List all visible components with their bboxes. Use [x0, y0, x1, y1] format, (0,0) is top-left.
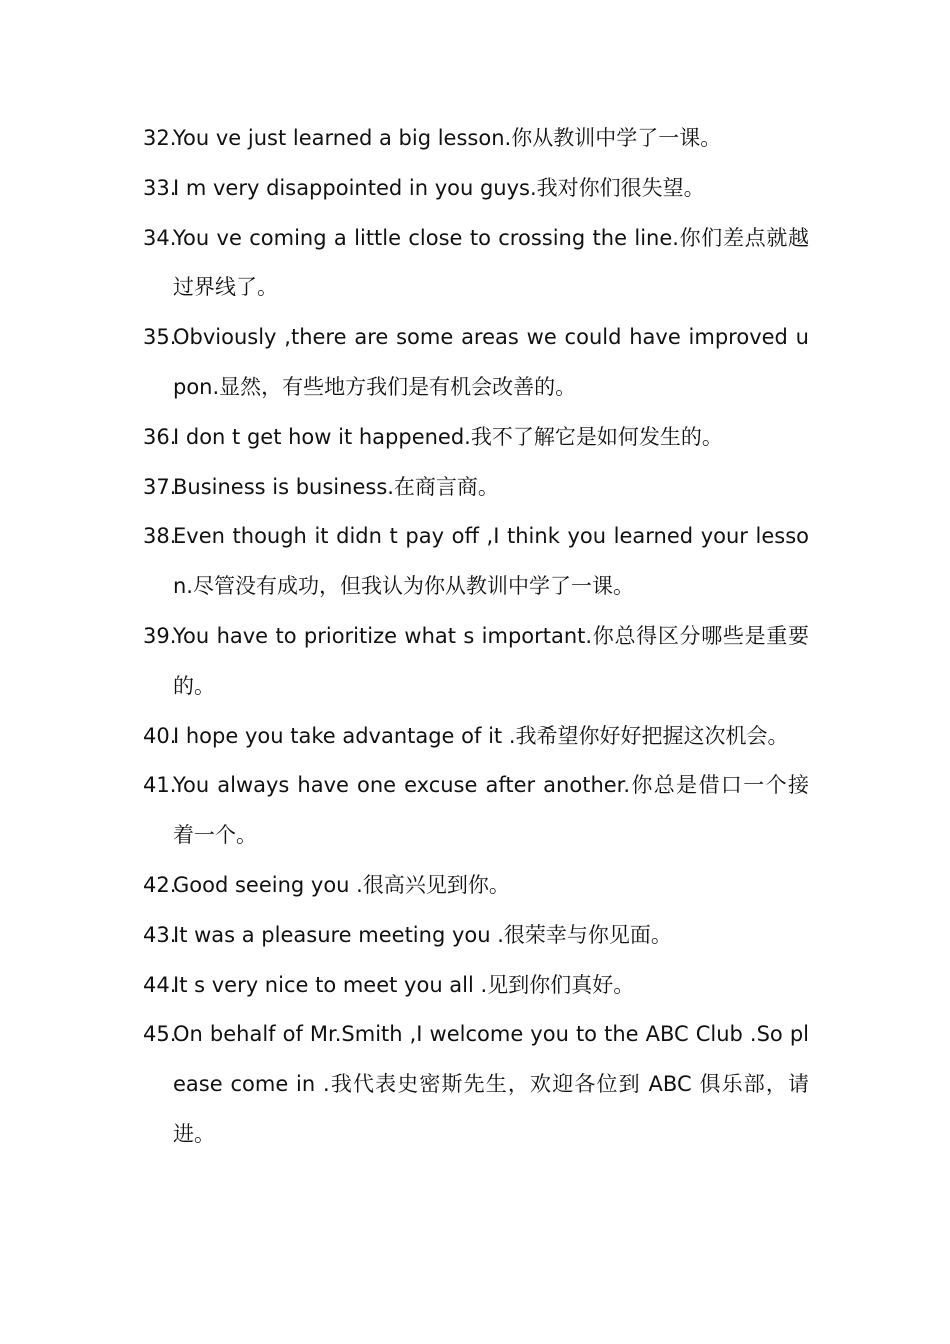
item-text: Business is business.在商言商。 [173, 474, 499, 499]
list-item [143, 512, 809, 612]
phrase-list [143, 114, 809, 1160]
item-text: I m very disappointed in you guys.我对你们很失望。 [173, 175, 705, 200]
item-number: 43. [143, 922, 177, 947]
list-item [143, 1010, 809, 1159]
list-item [143, 313, 809, 413]
item-number: 42. [143, 872, 177, 897]
list-item [143, 861, 809, 911]
item-number: 41. [143, 773, 177, 798]
list-item [143, 214, 809, 314]
item-number: 32. [143, 126, 177, 150]
item-number: 39. [143, 623, 177, 648]
list-item [143, 413, 809, 463]
list-item [143, 612, 809, 712]
item-text: It was a pleasure meeting you .很荣幸与你见面。 [173, 922, 672, 947]
item-text: I don t get how it happened.我不了解它是如何发生的。 [173, 424, 723, 449]
list-item [143, 463, 809, 513]
list-item [143, 761, 809, 861]
item-number: 44. [143, 972, 177, 997]
item-number: 45. [143, 1022, 177, 1047]
item-number: 34. [143, 225, 177, 250]
item-text: Obviously ,there are some areas we could have improved upon.显然，有些地方我们是有机会改善的。 [173, 325, 809, 399]
item-text: You always have one excuse after another.你总是借口一个接着一个。 [173, 773, 809, 848]
item-number: 37. [143, 474, 177, 499]
list-item [143, 961, 809, 1011]
item-number: 35. [143, 325, 177, 350]
list-item [143, 911, 809, 961]
list-item [143, 712, 809, 762]
item-number: 38. [143, 524, 177, 549]
item-text: You have to prioritize what s important.你总得区分哪些是重要的。 [173, 623, 809, 698]
item-text: On behalf of Mr.Smith ,I welcome you to the ABC Club .So please come in .我代表史密斯先生，欢迎各位到 ABC 俱乐部，请进。 [173, 1022, 809, 1146]
item-text: You ve coming a little close to crossing the line.你们差点就越过界线了。 [173, 225, 809, 300]
item-number: 33. [143, 175, 177, 200]
item-text: Even though it didn t pay off ,I think you learned your lesson.尽管没有成功，但我认为你从教训中学了一课。 [173, 524, 809, 599]
item-text: It s very nice to meet you all .见到你们真好。 [173, 972, 635, 997]
item-number: 40. [143, 723, 177, 748]
list-item [143, 114, 809, 164]
item-text: You ve just learned a big lesson.你从教训中学了一课。 [173, 126, 722, 150]
item-text: Good seeing you .很高兴见到你。 [173, 872, 510, 897]
list-item [143, 164, 809, 214]
item-number: 36. [143, 424, 177, 449]
item-text: I hope you take advantage of it .我希望你好好把握这次机会。 [173, 723, 789, 748]
